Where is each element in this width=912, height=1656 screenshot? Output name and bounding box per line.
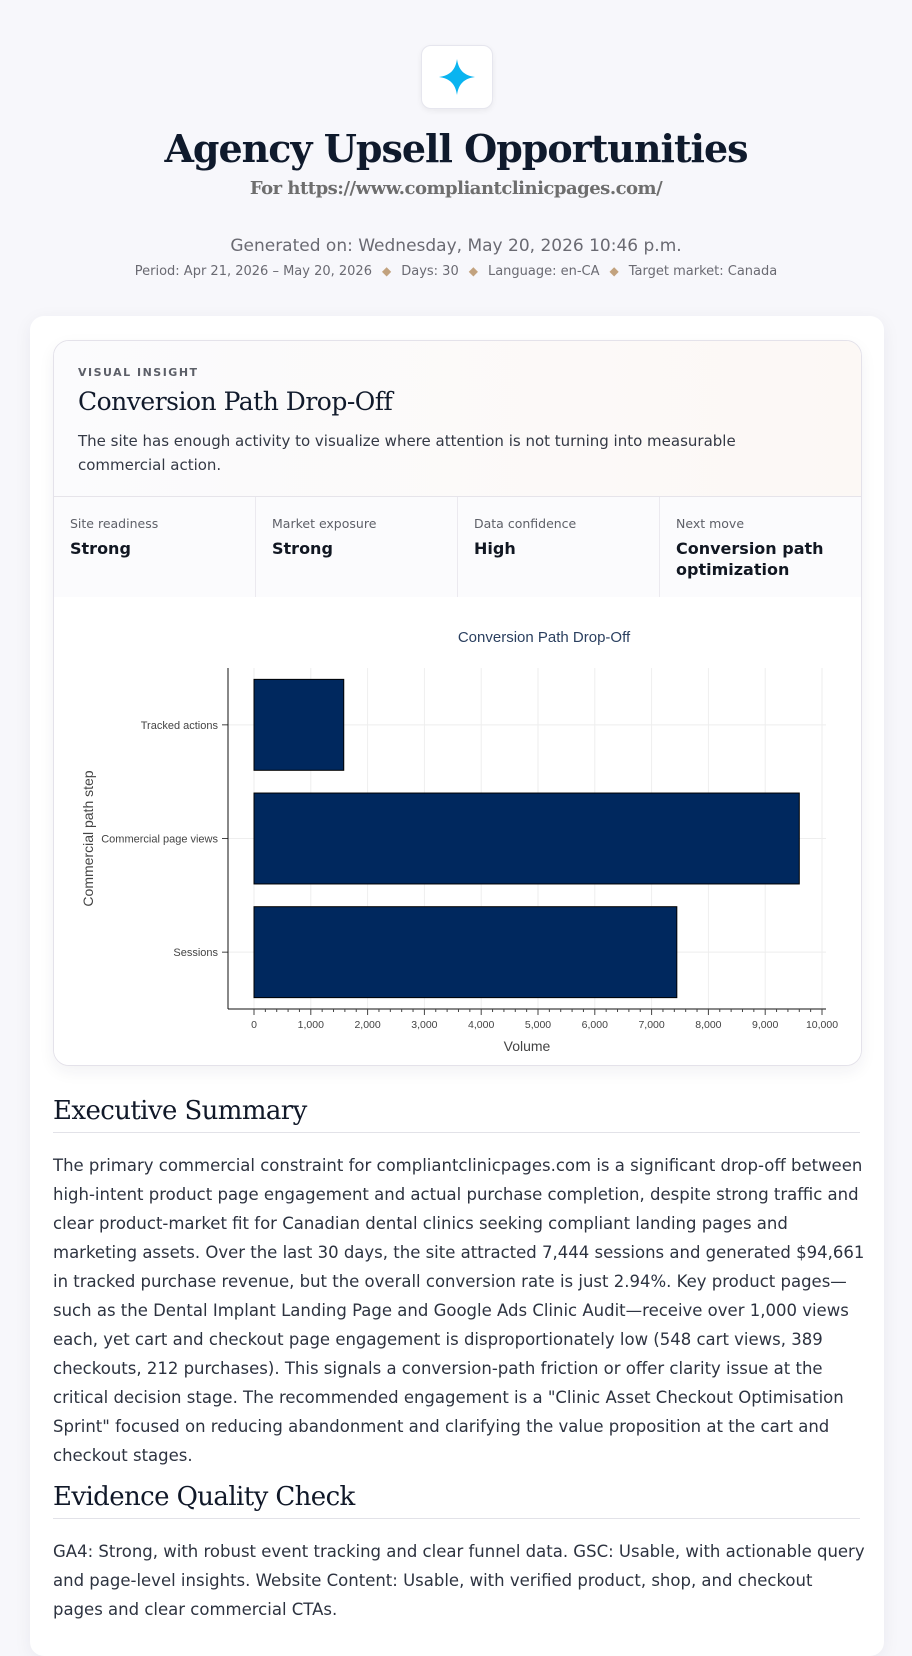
stat-label: Data confidence — [474, 516, 577, 531]
x-tick-label: 5,000 — [524, 1019, 552, 1031]
meta-language: Language: en-CA — [487, 264, 600, 279]
x-tick-label: 8,000 — [695, 1019, 722, 1031]
executive-summary-title: Executive Summary — [53, 1096, 860, 1133]
stat-label: Next move — [676, 516, 745, 531]
stat-data-confidence — [458, 497, 660, 597]
y-axis-label: Commercial path step — [80, 770, 96, 907]
report-meta — [0, 264, 912, 279]
generated-date: Generated on: Wednesday, May 20, 2026 10:46 p.m. — [230, 236, 682, 256]
x-tick-label: 7,000 — [638, 1019, 665, 1031]
visual-insight-card — [53, 340, 862, 1066]
insight-title: Conversion Path Drop-Off — [78, 387, 393, 416]
insight-stats — [54, 497, 861, 597]
evidence-quality-title: Evidence Quality Check — [53, 1482, 860, 1519]
x-tick-label: 6,000 — [581, 1019, 608, 1031]
executive-summary-body: The primary commercial constraint for compliantclinicpages.com is a significant drop-off between high-intent product page engagement and actual purchase completion, despite strong traffic and clear product-market fit for Canadian dental clinics seeking compliant landing pages and marketing assets. Over the last 30 days, the site attracted 7,444 sessions and generated $94,661 in tracked purchase revenue, but the overall conversion rate is just 2.94%. Key product pages—such as the Dental Implant Landing Page and Google Ads Clinic Audit—receive over 1,000 views each, yet cart and checkout page engagement is disproportionately low (548 cart views, 389 checkouts, 212 purchases). This signals a conversion-path friction or offer clarity issue at the critical decision stage. The recommended engagement is a "Clinic Asset Checkout Optimisation Sprint" focused on reducing abandonment and clarifying the value proposition at the cart and checkout stages. — [53, 1156, 865, 1465]
stat-label: Site readiness — [70, 516, 159, 531]
evidence-quality-body: GA4: Strong, with robust event tracking and clear funnel data. GSC: Usable, with actionable query and page-level insights. Website Content: Usable, with verified product, shop, and checkout pages and clear commercial CTAs. — [53, 1542, 865, 1619]
stat-market-exposure — [256, 497, 458, 597]
x-tick-label: 4,000 — [468, 1019, 495, 1031]
meta-days: Days: 30 — [401, 264, 459, 279]
stat-value: Conversion path optimization — [676, 539, 824, 579]
stat-label: Market exposure — [272, 516, 377, 531]
logo — [421, 45, 493, 109]
y-tick-label: Commercial page views — [101, 833, 218, 846]
x-tick-label: 9,000 — [752, 1019, 779, 1031]
page-title: Agency Upsell Opportunities — [164, 126, 748, 171]
insight-eyebrow: VISUAL INSIGHT — [78, 366, 199, 379]
diamond-icon: ◆ — [381, 264, 392, 278]
conversion-path-chart — [54, 597, 861, 1065]
x-axis-label: Volume — [503, 1038, 551, 1054]
y-tick-label: Tracked actions — [140, 719, 218, 732]
stat-site-readiness — [54, 497, 256, 597]
insight-header — [54, 341, 861, 497]
x-tick-label: 2,000 — [354, 1019, 381, 1031]
bar — [254, 679, 344, 770]
site-url: For https://www.compliantclinicpages.com/ — [249, 178, 663, 199]
stat-value: Strong — [272, 539, 333, 558]
x-tick-label: 3,000 — [411, 1019, 438, 1031]
x-tick-label: 0 — [251, 1019, 257, 1031]
stat-value: Strong — [70, 539, 131, 558]
x-tick-label: 10,000 — [805, 1019, 839, 1031]
diamond-icon: ◆ — [609, 264, 619, 278]
meta-target-market: Target market: Canada — [628, 264, 778, 279]
x-tick-label: 1,000 — [297, 1019, 324, 1031]
bar — [254, 793, 799, 884]
chart-title: Conversion Path Drop-Off — [457, 629, 631, 646]
diamond-icon: ◆ — [468, 264, 478, 278]
sparkle-icon — [437, 57, 477, 97]
meta-period: Period: Apr 21, 2026 – May 20, 2026 — [134, 264, 372, 279]
y-tick-label: Sessions — [173, 947, 218, 960]
insight-description: The site has enough activity to visualize where attention is not turning into measurable commercial action. — [78, 432, 736, 474]
chart-area — [54, 597, 861, 1065]
bar — [254, 907, 677, 998]
stat-value: High — [474, 539, 516, 558]
stat-next-move — [660, 497, 861, 597]
